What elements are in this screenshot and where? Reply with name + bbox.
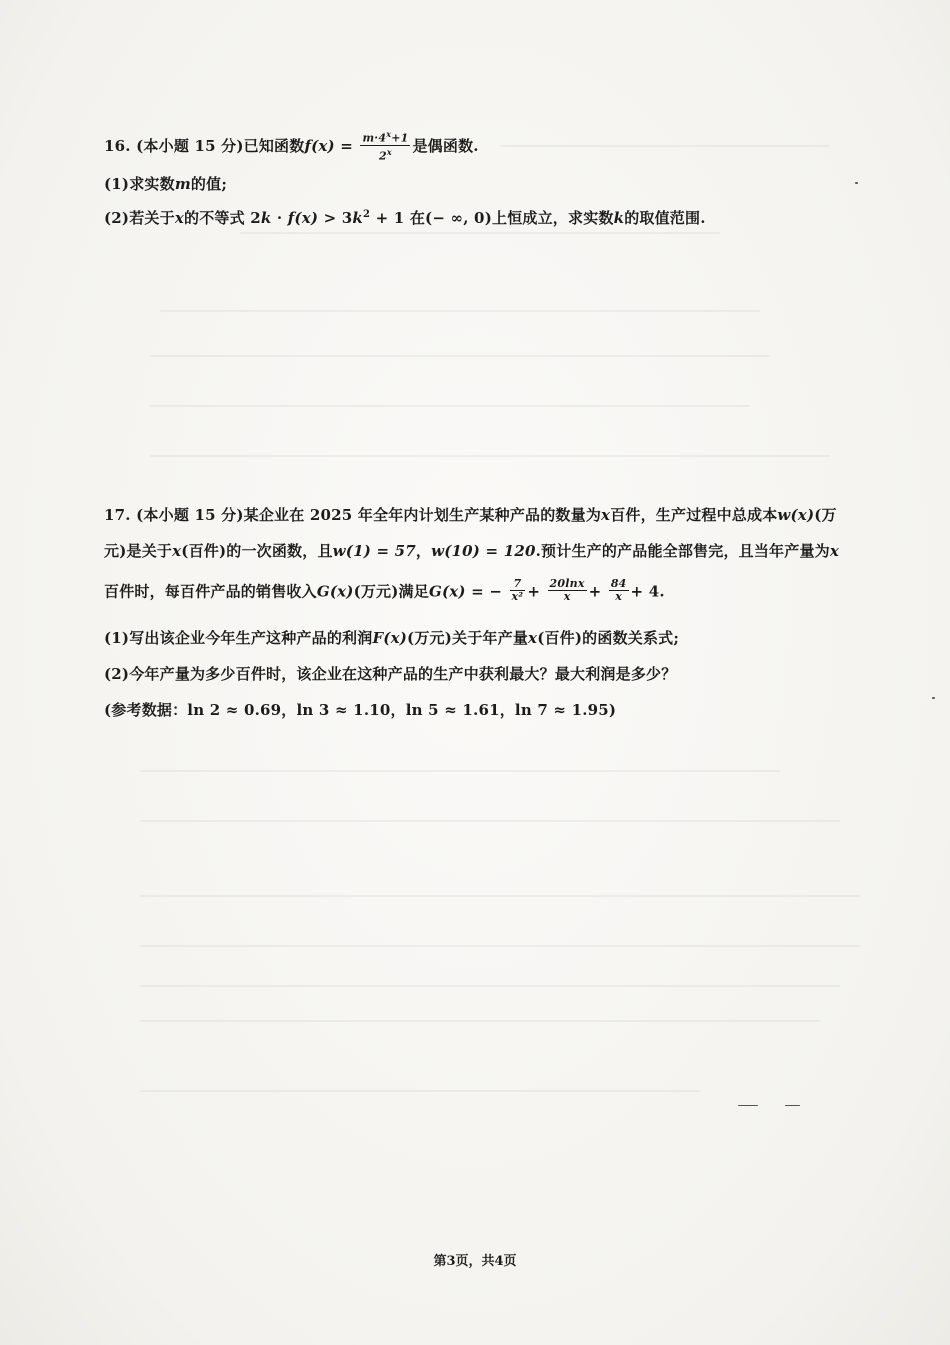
q17-fraction-2: $\frac{20\ln x}{x}$: [549, 577, 585, 603]
bleed-through: [150, 455, 830, 457]
q17-fraction-1: $\frac{7}{\text{x²}}$: [511, 577, 524, 603]
page-number: 第3页，共4页: [433, 1254, 517, 1269]
q17-part2: (2)今年产量为多少百件时，该企业在这种产品的生产中获利最大？最大利润是多少？: [104, 665, 677, 683]
q16-function-fraction: $\frac{m\cdot 4^x+1}{2^x}$: [362, 129, 409, 163]
scan-speck: [738, 1105, 758, 1106]
q17-reference-data: (参考数据：ln 2 ≈ 0.69，ln 3 ≈ 1.10，ln 5 ≈ 1.61，ln 7 ≈ 1.95): [104, 701, 617, 719]
q16-stem: [104, 130, 479, 164]
q16-stem-text: 16. (本小题 15 分)已知函数: [104, 137, 305, 156]
bleed-through: [500, 145, 830, 147]
q16-part2: (2)若关于x的不等式 $2k \cdot f(x) > 3k^2 + 1$ 在(− ∞, 0)上恒成立，求实数k的取值范围.: [104, 209, 706, 227]
q17-part1: (1)写出该企业今年生产这种产品的利润F(x)(万元)关于年产量x(百件)的函数关系式;: [104, 629, 680, 647]
q17-line3: 百件时，每百件产品的销售收入G(x)(万元)满足G(x) = − $\frac{7}{\text{x²}}$ + $\frac{20\ln x}{x}$ + $\frac{84}{x}$ + 4.: [104, 577, 665, 603]
bleed-through: [240, 232, 720, 234]
scan-speck: [932, 697, 935, 699]
q17-line2: 元)是关于x(百件)的一次函数，且w(1) = 57，w(10) = 120.预计生产的产品能全部售完，且当年产量为x: [104, 542, 840, 560]
bleed-through: [140, 945, 860, 947]
q16-stem-tail: 是偶函数.: [412, 137, 479, 156]
bleed-through: [150, 405, 750, 407]
bleed-through: [140, 770, 780, 772]
bleed-through: [140, 895, 860, 897]
bleed-through: [150, 355, 770, 357]
q16-function-name: f(x) =: [304, 137, 354, 156]
bleed-through: [140, 1020, 820, 1022]
q17-line1: 17. (本小题 15 分)某企业在 2025 年全年内计划生产某种产品的数量为x百件，生产过程中总成本w(x)(万: [104, 506, 837, 524]
scan-speck: [785, 1105, 800, 1106]
bleed-through: [160, 310, 760, 312]
bleed-through: [140, 1090, 700, 1092]
q16-part1: (1)求实数m的值;: [104, 175, 228, 193]
bleed-through: [140, 985, 840, 987]
bleed-through: [140, 820, 840, 822]
q17-fraction-3: $\frac{84}{x}$: [610, 577, 627, 603]
scan-speck: [855, 182, 858, 184]
